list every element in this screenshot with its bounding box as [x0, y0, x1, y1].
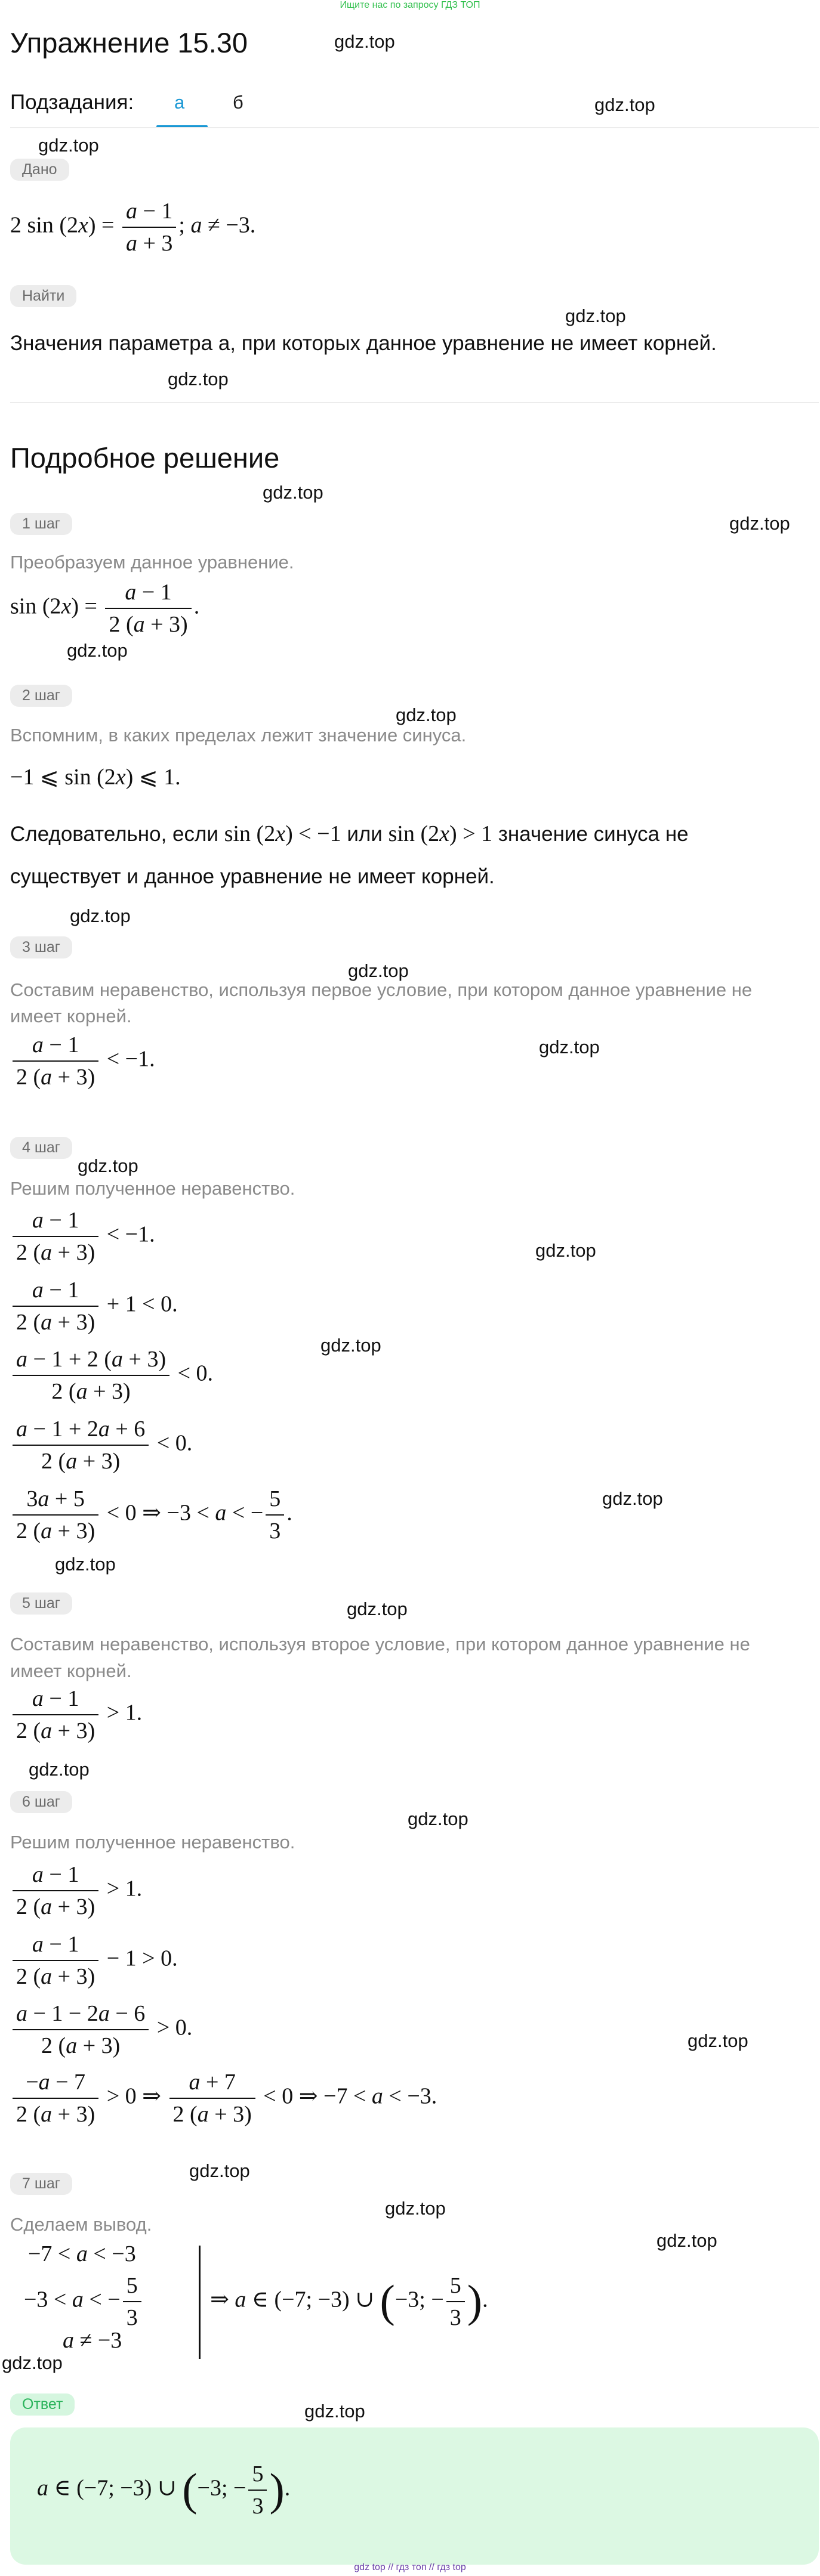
given-badge: Дано [10, 159, 69, 181]
bottom-note: gdz top // гдз топ // гдз top [354, 2562, 466, 2572]
watermark: gdz.top [38, 135, 99, 156]
solution-title: Подробное решение [10, 442, 280, 474]
step-3-inequality: $\frac{a - 1}{2 (a + 3)}$ < −1. [10, 1029, 155, 1093]
step-6-text: Решим полученное неравенство. [10, 1832, 295, 1853]
step-4-line-3: $\frac{a - 1 + 2 (a + 3)}{2 (a + 3)}$ < 0. [10, 1344, 213, 1407]
watermark: gdz.top [189, 2160, 250, 2181]
step-4-line-2: $\frac{a - 1}{2 (a + 3)}$ + 1 < 0. [10, 1275, 178, 1338]
watermark: gdz.top [29, 1759, 90, 1780]
system-line-2: −3 < a < − $\frac{5}{3}$ [24, 2270, 144, 2333]
step-6-line-3: $\frac{a - 1 - 2a - 6}{2 (a + 3)}$ > 0. [10, 1998, 192, 2061]
step-4-badge: 4 шаг [10, 1137, 72, 1159]
sine-range-inequality: −1 ⩽ sin (2x) ⩽ 1. [10, 765, 181, 790]
watermark: gdz.top [535, 1240, 596, 1261]
step-6-line-4: $\frac{-a - 7}{2 (a + 3)}$ > 0 ⇒ $\frac{a + 7}{2 (a + 3)}$ < 0 ⇒ −7 < a < −3. [10, 2067, 437, 2130]
divider [10, 402, 819, 403]
watermark: gdz.top [55, 1554, 116, 1575]
watermark: gdz.top [385, 2198, 446, 2219]
step-2-badge: 2 шаг [10, 685, 72, 707]
system-line-3: a ≠ −3 [63, 2328, 122, 2353]
watermark: gdz.top [263, 482, 323, 503]
answer-badge: Ответ [10, 2393, 75, 2416]
find-badge: Найти [10, 285, 76, 307]
step-6-line-1: $\frac{a - 1}{2 (a + 3)}$ > 1. [10, 1859, 142, 1922]
divider [10, 127, 819, 128]
watermark: gdz.top [594, 94, 655, 115]
watermark: gdz.top [729, 513, 790, 534]
step-5-text-cont: имеет корней. [10, 1660, 132, 1681]
step-4-line-1: $\frac{a - 1}{2 (a + 3)}$ < −1. [10, 1205, 155, 1268]
watermark: gdz.top [656, 2230, 717, 2251]
watermark: gdz.top [320, 1335, 381, 1356]
step-3-text: Составим неравенство, используя первое условие, при котором данное уравнение не [10, 979, 753, 1000]
answer-formula: a ∈ (−7; −3) ∪ (−3; − $\frac{5}{3}$ ). [37, 2459, 290, 2522]
step-3-badge: 3 шаг [10, 936, 72, 958]
step-1-equation: sin (2x) = $\frac{a - 1}{2 (a + 3)}$ . [10, 577, 199, 640]
tab-subtask-b[interactable]: б [233, 92, 243, 113]
watermark: gdz.top [67, 640, 128, 661]
watermark: gdz.top [539, 1037, 600, 1057]
step-5-text: Составим неравенство, используя второе условие, при котором данное уравнение не [10, 1634, 750, 1655]
given-equation: 2 sin (2x) = $\frac{a - 1}{a + 3}$ ; a ≠ −3. [10, 196, 255, 259]
system-line-1: −7 < a < −3 [28, 2241, 136, 2266]
page-title: Упражнение 15.30 [10, 27, 248, 58]
top-search-note: Ищите нас по запросу ГДЗ ТОП [340, 0, 480, 10]
watermark: gdz.top [408, 1808, 468, 1829]
step-1-badge: 1 шаг [10, 513, 72, 535]
step-4-line-4: $\frac{a - 1 + 2a + 6}{2 (a + 3)}$ < 0. [10, 1414, 192, 1477]
watermark: gdz.top [304, 2401, 365, 2422]
step-4-line-5: $\frac{3a + 5}{2 (a + 3)}$ < 0 ⇒ −3 < a < − $\frac{5}{3}$ . [10, 1483, 292, 1547]
watermark: gdz.top [168, 369, 229, 389]
watermark: gdz.top [70, 905, 131, 926]
step-3-text-cont: имеет корней. [10, 1006, 132, 1026]
system-bar [199, 2246, 201, 2359]
step-2-conclusion-cont: существует и данное уравнение не имеет корней. [10, 865, 495, 888]
tab-subtask-a[interactable]: а [174, 92, 185, 113]
step-7-badge: 7 шаг [10, 2173, 72, 2195]
find-text: Значения параметра a, при которых данное уравнение не имеет корней. [10, 332, 717, 355]
watermark: gdz.top [334, 31, 395, 52]
watermark: gdz.top [2, 2352, 63, 2373]
watermark: gdz.top [396, 704, 457, 725]
step-6-line-2: $\frac{a - 1}{2 (a + 3)}$ − 1 > 0. [10, 1929, 178, 1992]
subtasks-label: Подзадания: [10, 91, 134, 114]
step-5-inequality: $\frac{a - 1}{2 (a + 3)}$ > 1. [10, 1683, 142, 1746]
watermark: gdz.top [688, 2030, 748, 2051]
step-6-badge: 6 шаг [10, 1791, 72, 1813]
step-7-text: Сделаем вывод. [10, 2214, 152, 2235]
watermark: gdz.top [347, 1598, 408, 1619]
watermark: gdz.top [348, 960, 409, 981]
step-7-result: ⇒ a ∈ (−7; −3) ∪ (−3; − $\frac{5}{3}$ ). [210, 2270, 488, 2333]
step-1-text: Преобразуем данное уравнение. [10, 552, 294, 573]
watermark: gdz.top [565, 305, 626, 326]
watermark: gdz.top [78, 1155, 138, 1176]
step-5-badge: 5 шаг [10, 1592, 72, 1615]
step-2-text: Вспомним, в каких пределах лежит значение синуса. [10, 725, 467, 746]
step-2-conclusion: Следовательно, если sin (2x) < −1 или sin (2x) > 1 значение синуса не [10, 821, 689, 846]
watermark: gdz.top [602, 1488, 663, 1509]
step-4-text: Решим полученное неравенство. [10, 1178, 295, 1199]
